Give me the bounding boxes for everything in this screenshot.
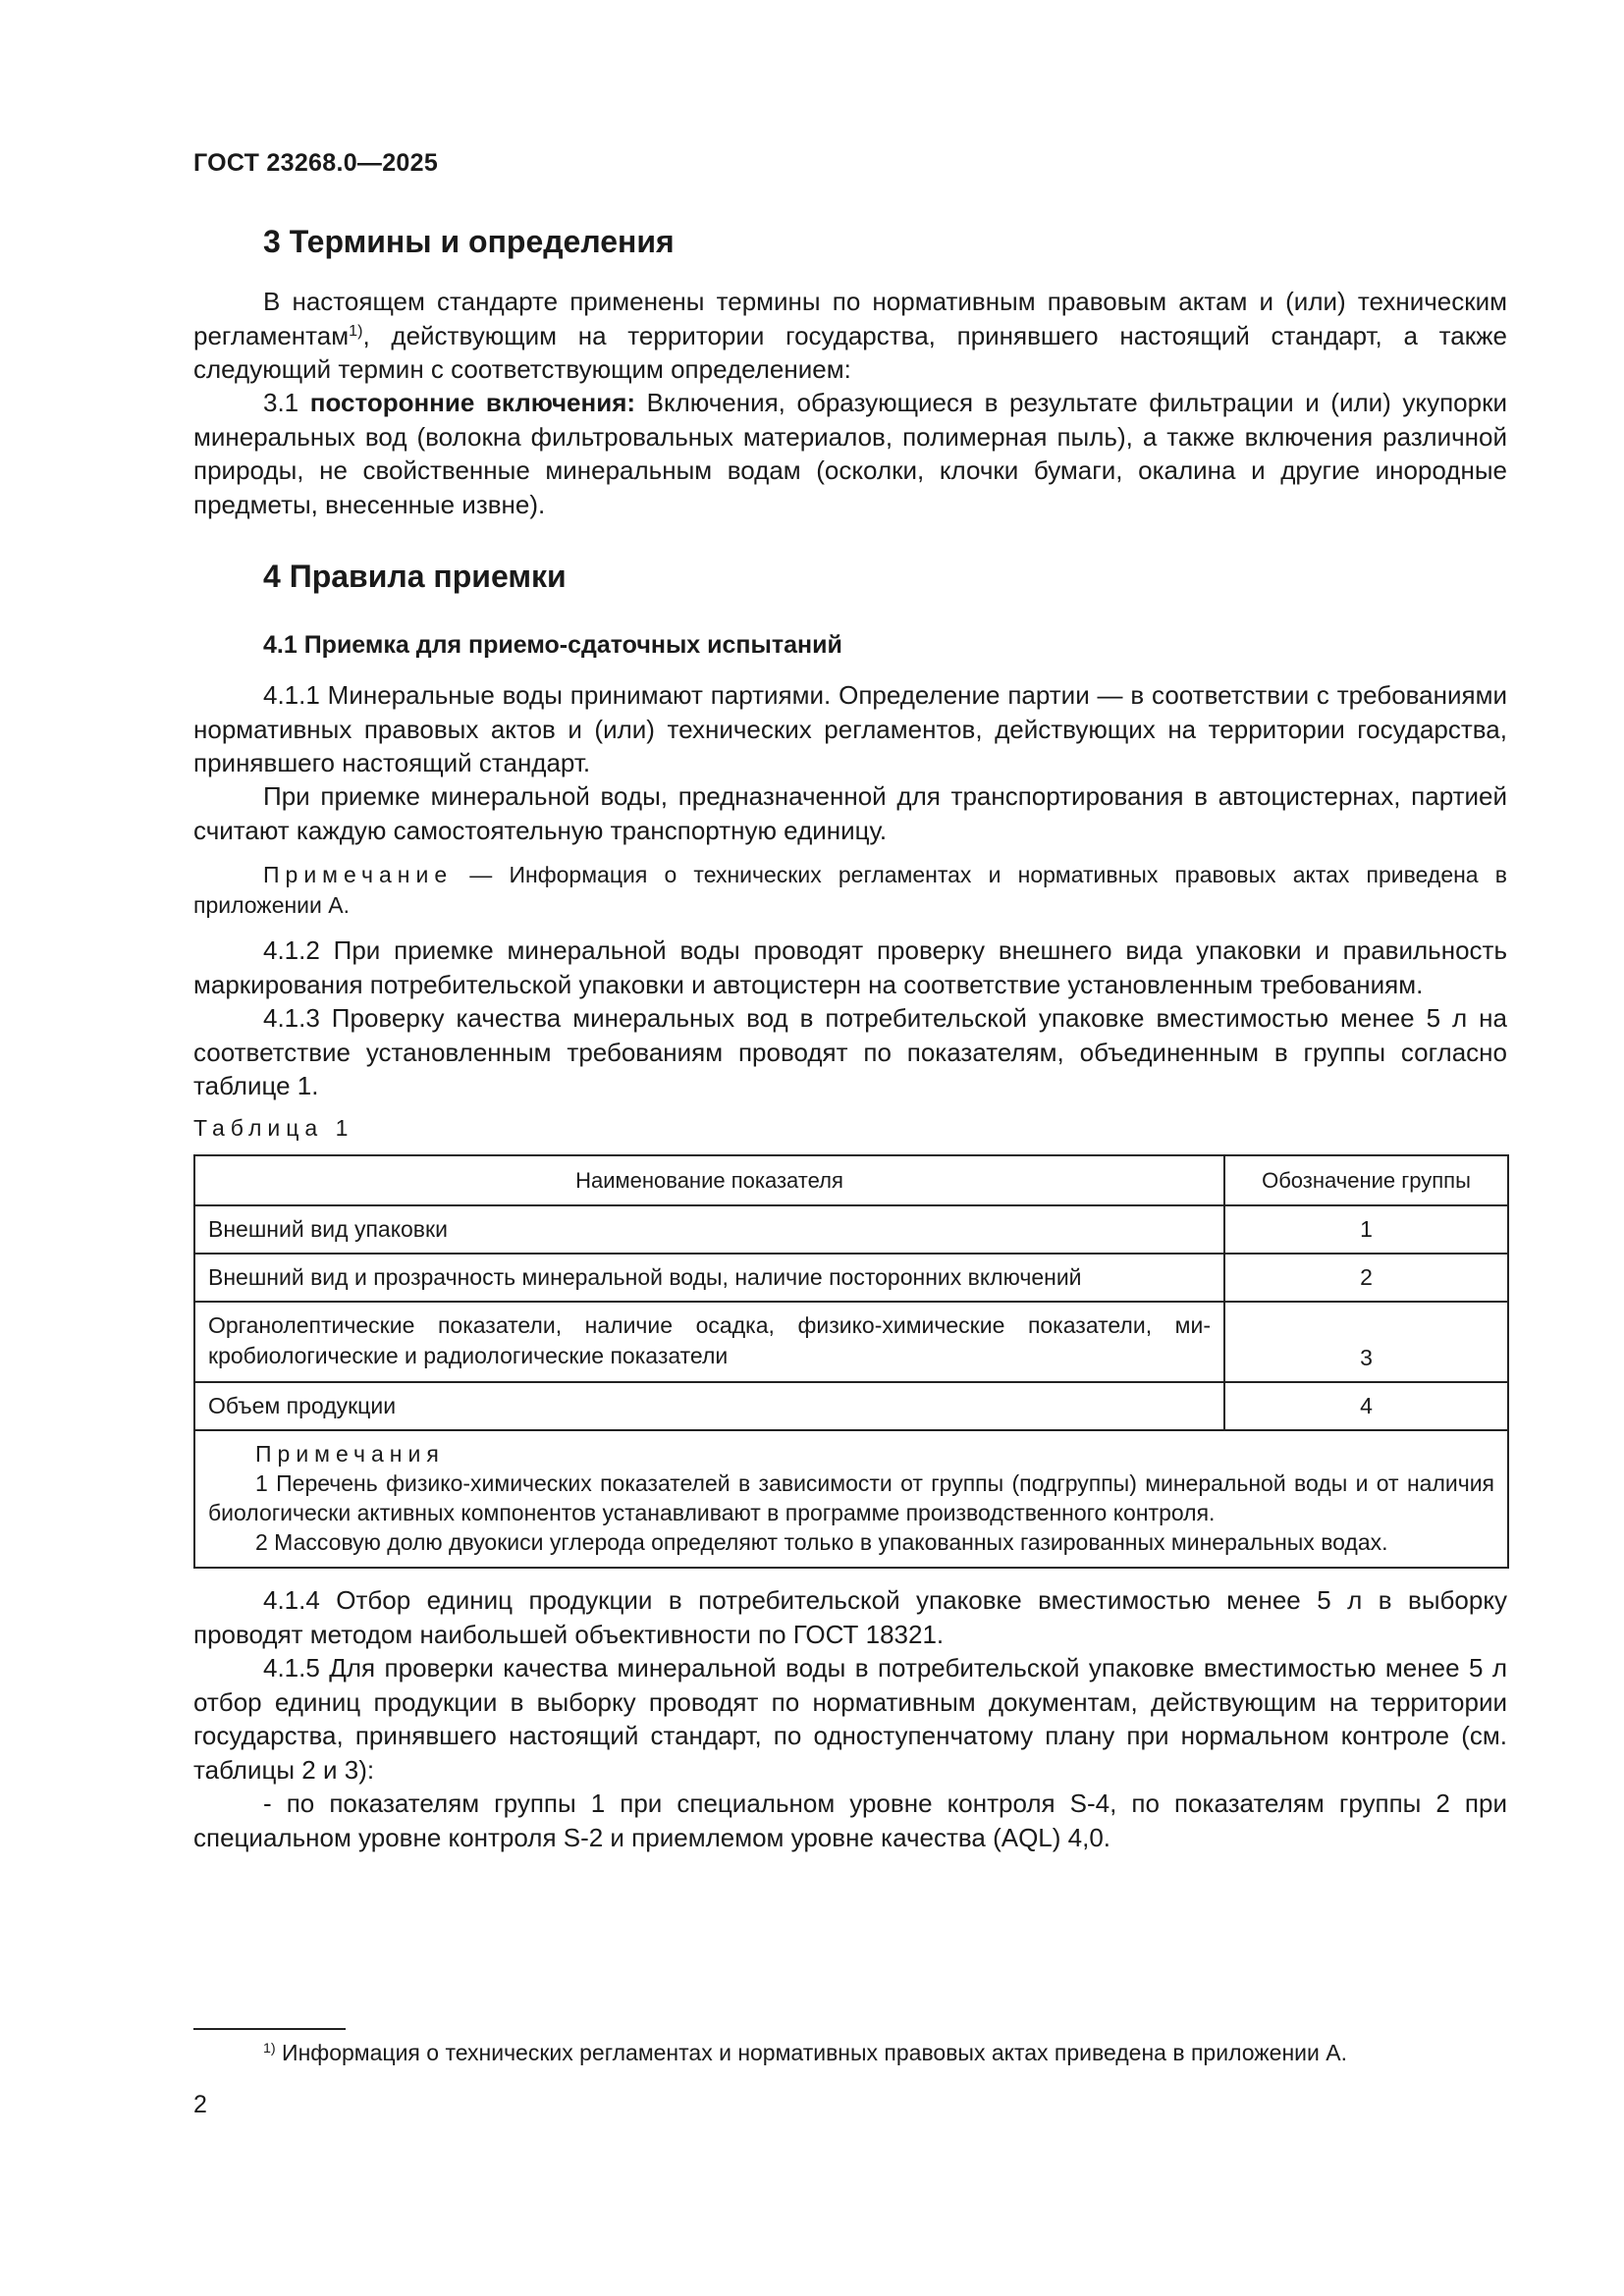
note-label: Примечание xyxy=(263,862,454,887)
clause-4-1-5-item: - по показателям группы 1 при специальном уровне контроля S-4, по показателям группы 2 при специальном уровне контроля S-2 и приемлемом уровне качества (AQL) 4,0. xyxy=(193,1789,1507,1852)
table-row xyxy=(194,1205,1508,1254)
row-group: 2 xyxy=(1224,1254,1508,1302)
footnote-text: Информация о технических регламентах и нормативных правовых актах приведена в приложении А. xyxy=(275,2040,1347,2065)
note-4-1-1 xyxy=(193,860,1507,921)
row-group: 3 xyxy=(1224,1302,1508,1382)
clause-4-1-4: 4.1.4 Отбор единиц продукции в потребительской упаковке вместимостью менее 5 л в выборку проводят методом наибольшей объективности по ГОСТ 18321. xyxy=(193,1585,1507,1649)
term-3-1 xyxy=(193,386,1507,521)
row-group: 1 xyxy=(1224,1205,1508,1254)
clause-4-1-2: 4.1.2 При приемке минеральной воды проводят проверку внешнего вида упаковки и правильность маркирования потребительской упаковки и автоцистерн на соответствие установленным требованиям. xyxy=(193,935,1507,999)
subsection-4-1-title: 4.1 Приемка для приемо-сдаточных испытаний xyxy=(263,631,842,659)
table-row xyxy=(194,1254,1508,1302)
section-4-title: 4 Правила приемки xyxy=(263,559,567,594)
footnote-ref: 1) xyxy=(349,321,363,340)
table-header-row xyxy=(194,1155,1508,1205)
table-1 xyxy=(193,1154,1509,1569)
section-3-intro xyxy=(193,285,1507,387)
column-header-name: Наименование показателя xyxy=(194,1155,1224,1205)
table-notes-label: Примечания xyxy=(255,1441,445,1467)
term-definition: Включения, образующиеся в результате фильтрации и (или) укупорки минеральных вод (волокна фильтровальных материалов, полимерная пыль), а также включения различной природы, не свойственные минеральным водам (осколки, клочки бумаги, окалина и другие инородные предметы, внесенные извне). xyxy=(193,388,1507,519)
table-notes xyxy=(194,1430,1508,1568)
column-header-group: Обозначение группы xyxy=(1224,1155,1508,1205)
footnote-mark: 1) xyxy=(263,2041,276,2057)
table-caption: Таблица 1 xyxy=(193,1115,354,1141)
clause-4-1-3: 4.1.3 Проверку качества минеральных вод в потребительской упаковке вместимостью менее 5 л на соответствие установленным требованиям проводят по показателям, объединенным в группы согласно таблице 1. xyxy=(193,1003,1507,1100)
footnote xyxy=(263,2038,1347,2067)
intro-text-b: , действующим на территории государства, принявшего настоящий стандарт, а также следующий термин с соответствующим определением: xyxy=(193,320,1507,384)
page-number: 2 xyxy=(193,2091,207,2118)
table-row xyxy=(194,1382,1508,1430)
clause-4-1-1: 4.1.1 Минеральные воды принимают партиями. Определение партии — в соответствии с требованиями нормативных правовых актов и (или) технических регламентов, действующих на территории государства, принявшего настоящий стандарт. xyxy=(193,680,1507,777)
clause-4-1-5: 4.1.5 Для проверки качества минеральной воды в потребительской упаковке вместимостью менее 5 л отбор единиц продукции в выборку проводят по нормативным документам, действующим на территории государства, принявшего настоящий стандарт, по одноступенчатому плану при нормальном контроле (см. таблицы 2 и 3): xyxy=(193,1653,1507,1785)
note-text: — Информация о технических регламентах и нормативных правовых актах приведена в приложении А. xyxy=(193,862,1507,918)
section-3-title: 3 Термины и определения xyxy=(263,224,675,259)
table-notes-row xyxy=(194,1430,1508,1568)
row-name: Объем продукции xyxy=(194,1382,1224,1430)
row-group: 4 xyxy=(1224,1382,1508,1430)
clause-4-1-1-b: При приемке минеральной воды, предназначенной для транспортирования в автоцистернах, партией считают каждую самостоятельную транспортную единицу. xyxy=(193,781,1507,845)
footnote-divider xyxy=(193,2028,346,2030)
document-code: ГОСТ 23268.0—2025 xyxy=(193,149,439,177)
row-name: Органолептические показатели, наличие осадка, физико-химические показатели, микробиологические и радиологические показатели xyxy=(194,1302,1224,1382)
term-name: посторонние включения: xyxy=(309,388,636,417)
term-number: 3.1 xyxy=(263,388,299,417)
table-row xyxy=(194,1302,1508,1382)
row-name: Внешний вид и прозрачность минеральной воды, наличие посторонних включений xyxy=(194,1254,1224,1302)
intro-text-a: В настоящем стандарте применены термины по нормативным правовым актам и (или) техническим регламентам xyxy=(193,287,1507,350)
row-name: Внешний вид упаковки xyxy=(194,1205,1224,1254)
table-note-2: 2 Массовую долю двуокиси углерода определяют только в упакованных газированных минеральных водах. xyxy=(255,1529,1388,1555)
table-note-1: 1 Перечень физико-химических показателей в зависимости от группы (подгруппы) минеральной воды и от наличия биологически активных компонентов устанавливают в программе производственного контроля. xyxy=(208,1470,1494,1525)
